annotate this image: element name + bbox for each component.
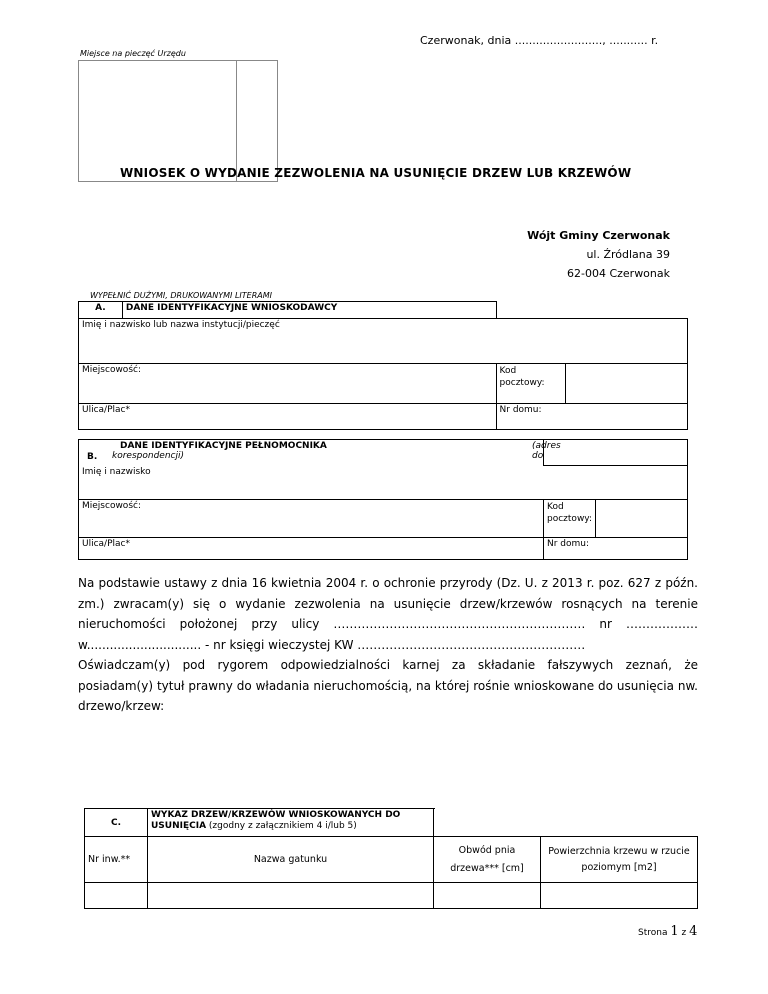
section-b-header [79,440,561,466]
stamp-label: Miejsce na pieczęć Urzędu [80,49,186,58]
section-c-title-cell [148,809,434,837]
applicant-house-field[interactable] [496,404,687,430]
applicant-postcode-value[interactable] [565,364,687,404]
section-a-spacer [496,302,687,319]
section-a-title: DANE IDENTYFIKACYJNE WNIOSKODAWCY [122,302,496,319]
stamp-box-side [236,60,278,182]
footer-prefix: Strona [638,928,668,938]
section-b-table [78,439,688,560]
applicant-house-label: Nr domu: [499,405,542,415]
section-b-note-start: (adres do [532,441,561,461]
row1-circumference-cell[interactable] [434,883,541,909]
page-footer [638,924,697,939]
section-b-note-end: korespondencji) [112,451,184,461]
proxy-name-label: Imię i nazwisko [82,467,151,477]
applicant-postcode-field[interactable] [496,364,565,404]
stamp-box [78,60,237,182]
declaration-paragraph: Oświadczam(y) pod rygorem odpowiedzialności karnej za składanie fałszywych zeznań, że posiadam(y) tytuł prawny do władania nieruchomością, na której rośnie wnioskowane do usunięcia nw. drzewo/krzew: [78,658,698,713]
document-title: WNIOSEK O WYDANIE ZEZWOLENIA NA USUNIĘCIE DRZEW LUB KRZEWÓW [120,166,632,180]
proxy-house-field[interactable] [544,538,688,560]
applicant-street-label: Ulica/Plac* [82,405,130,415]
section-b-letter: B. [87,452,98,462]
footer-total: 4 [689,924,698,939]
proxy-house-label: Nr domu: [547,539,590,549]
row1-area-cell[interactable] [541,883,698,909]
fill-hint: WYPEŁNIĆ DUŻYMI, DRUKOWANYMI LITERAMI [90,291,272,300]
applicant-city-field[interactable] [79,364,497,404]
proxy-postcode-label: Kod pocztowy: [547,502,593,524]
proxy-city-label: Miejscowość: [82,501,141,511]
applicant-name-field[interactable] [79,319,688,364]
applicant-name-label: Imię i nazwisko lub nazwa instytucji/pieczęć [82,320,280,330]
place-date-line[interactable]: Czerwonak, dnia ........................., ........... r. [420,34,659,47]
col-trunk-circumference: Obwód pnia drzewa*** [cm] [434,837,541,883]
col-shrub-area: Powierzchnia krzewu w rzucie poziomym [m2] [541,837,698,883]
proxy-postcode-field[interactable] [544,500,596,538]
section-a-table [78,301,688,430]
section-c-table [84,808,698,909]
section-c-title: WYKAZ DRZEW/KRZEWÓW WNIOSKOWANYCH DO USUNIĘCIA [151,810,401,831]
row1-inventory-cell[interactable] [85,883,148,909]
footer-page: 1 [670,924,679,939]
section-b-corner [544,440,688,466]
addressee-street: ul. Źródlana 39 [586,248,670,261]
proxy-name-field[interactable] [79,466,688,500]
proxy-city-field[interactable] [79,500,544,538]
applicant-street-field[interactable] [79,404,497,430]
addressee-name: Wójt Gminy Czerwonak [527,229,670,242]
footer-sep: z [681,928,687,938]
section-a-letter: A. [79,302,123,319]
request-paragraph: Na podstawie ustawy z dnia 16 kwietnia 2004 r. o ochronie przyrody (Dz. U. z 2013 r. poz. 627 z późn. zm.) zwracam(y) się o wydanie zezwolenia na usunięcie drzew/krzewów rosnących na terenie nieruchomości położonej przy ulicy ……………………………………………………… nr ……………… w.............................. - nr księgi wieczystej KW ………………………………………………… [78,576,698,652]
proxy-street-field[interactable] [79,538,544,560]
proxy-postcode-value[interactable] [596,500,688,538]
col-inventory-number: Nr inw.** [85,837,148,883]
applicant-postcode-label: Kod pocztowy: [499,366,545,388]
addressee-block [370,226,670,283]
section-c-subtitle: (zgodny z załącznikiem 4 i/lub 5) [208,821,357,831]
proxy-street-label: Ulica/Plac* [82,539,130,549]
section-c-letter: C. [85,809,148,837]
row1-species-cell[interactable] [148,883,434,909]
section-b-title: DANE IDENTYFIKACYJNE PEŁNOMOCNIKA [120,441,327,451]
applicant-city-label: Miejscowość: [82,365,141,375]
section-c-spacer [434,809,698,837]
addressee-city: 62-004 Czerwonak [566,267,670,280]
col-species-name: Nazwa gatunku [148,837,434,883]
